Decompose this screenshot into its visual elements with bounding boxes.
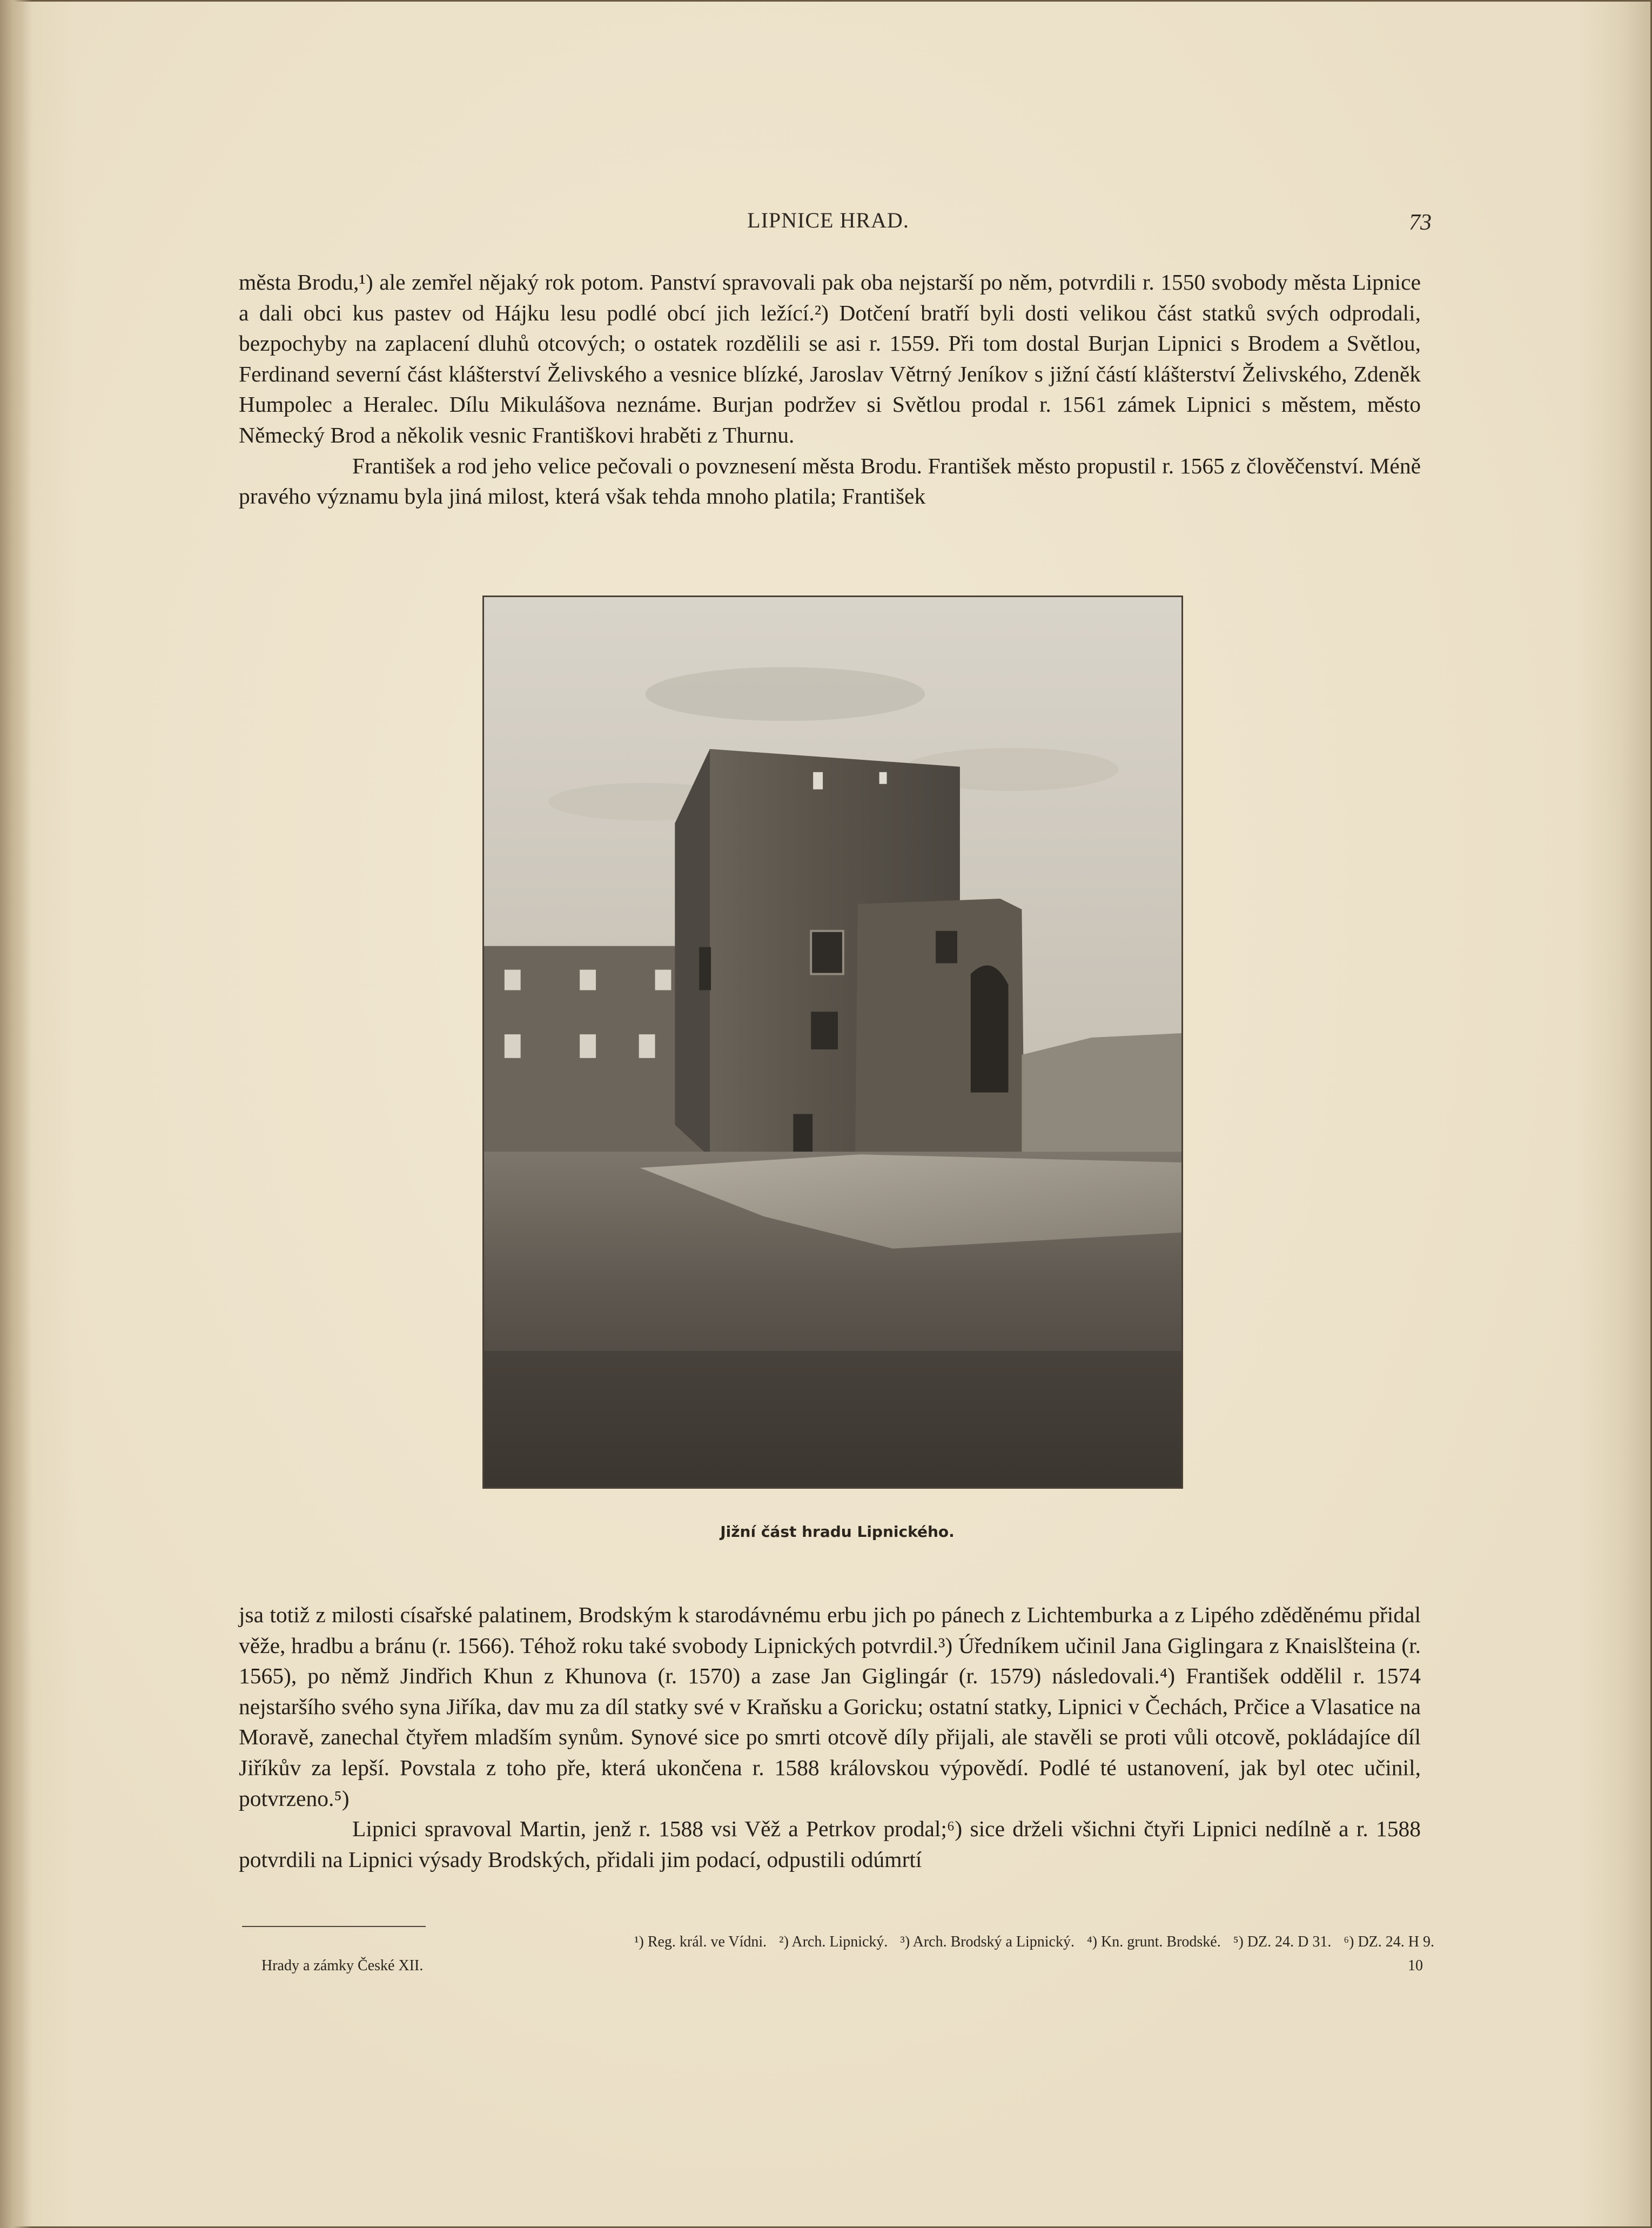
footnote: ¹) Reg. král. ve Vídni. [634,1933,767,1950]
footnote: ⁶) DZ. 24. H 9. [1344,1933,1434,1950]
running-head: LIPNICE HRAD. [747,208,909,232]
footnote: ⁴) Kn. grunt. Brodské. [1086,1933,1221,1950]
footnote: ⁵) DZ. 24. D 31. [1233,1933,1332,1950]
footnote: ³) Arch. Brodský a Lipnický. [900,1933,1075,1950]
figure-caption: Jižní část hradu Lipnického. [720,1523,955,1541]
castle-ruin-picture [484,597,1181,1487]
paragraph: jsa totiž z milosti císařské palatinem, Brodským k starodávnému erbu jich po pánech z Lichtemburka a z Lipého zděděnému přidal věže, hradbu a bránu (r. 1566). Téhož roku také svobody Lipnických potvrdil.³) Úředníkem učinil Jana Giglingara z Knaislšteina (r. 1565), po němž Jindřich Khun z Khunova (r. 1570) a zase Jan Giglingár (r. 1579) následovali.⁴) František oddělil r. 1574 nejstaršího svého syna Jiříka, dav mu za díl statky své v Kraňsku a Goricku; ostatní statky, Lipnici v Čechách, Prčice a Vlasatice na Moravě, zanechal čtyřem mladším synům. Synové sice po smrti otcově díly přijali, ale stavěli se proti vůli otcově, pokládajíce díl Jiříkův za lepší. Povstala z toho pře, která ukončena r. 1588 královskou výpovědí. Podlé té ustanovení, jak byl otec učinil, potvrzeno.⁵) [239,1602,1421,1811]
paragraph: František a rod jeho velice pečovali o povznesení města Brodu. František město propustil r. 1565 z člověčenství. Méně pravého významu byla jiná milost, která však tehda mnoho platila; František [239,453,1421,509]
series-title: Hrady a zámky České XII. [261,1957,424,1974]
page-spine-shadow [0,0,32,2228]
page-number: 73 [1409,210,1432,235]
paragraph: města Brodu,¹) ale zemřel nějaký rok potom. Panství spravovali pak oba nejstarší po něm, potvrdili r. 1550 svobody města Lipnice a dali obci kus pastev od Hájku lesu podlé obcí jich ležící.²) Dotčení bratří byli dosti velikou část statků svých odprodali, bezpochyby na zaplacení dluhů otcových; o ostatek rozdělili se asi r. 1559. Při tom dostal Burjan Lipnici s Brodem a Světlou, Ferdinand severní část klášterství Želivského a vesnice blízké, Jaroslav Větrný Jeníkov s jižní částí klášterství Želivského, Zdeněk Humpolec a Heralec. Dílu Mikulášova neznáme. Burjan podržev si Světlou prodal r. 1561 zámek Lipnici s městem, město Německý Brod a několik vesnic Františkovi hraběti z Thurnu. [239,270,1421,447]
castle-illustration [482,596,1183,1489]
paragraph: Lipnici spravoval Martin, jenž r. 1588 vsi Věž a Petrkov prodal;⁶) sice drželi všichni čtyři Lipnici nedílně a r. 1588 potvrdili na Lipnici výsady Brodských, přidali jim podací, odpustili odúmrtí [239,1816,1421,1872]
text-block-top [239,267,1421,512]
footnote-rule [242,1926,426,1927]
footnotes [335,1931,1434,1953]
footnote: ²) Arch. Lipnický. [779,1933,888,1950]
text-block-bottom [239,1600,1421,1875]
signature-mark: 10 [1408,1957,1423,1974]
